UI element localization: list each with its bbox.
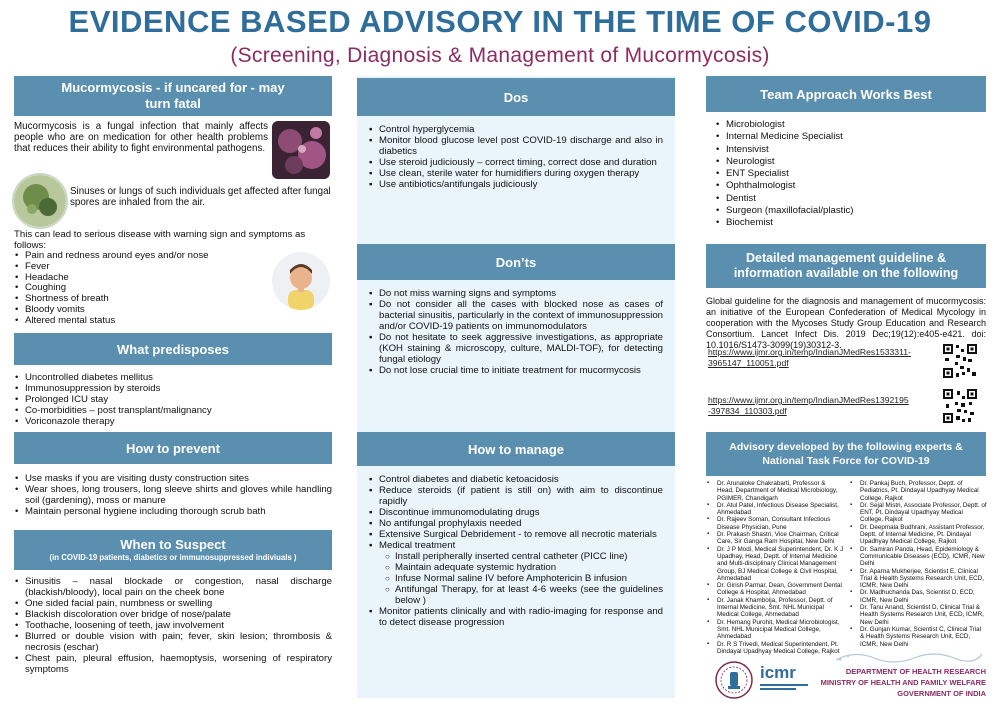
- list-item: ▪ Control hyperglycemia: [368, 124, 663, 135]
- list-item: ▪ Control diabetes and diabetic ketoacidosis: [368, 474, 663, 485]
- prevent-list: [14, 473, 332, 517]
- advisory-experts-right: [849, 480, 987, 648]
- dos-list: [368, 124, 663, 190]
- list-item: • Microbiologist: [715, 119, 975, 131]
- list-item: • Surgeon (maxillofacial/plastic): [715, 205, 975, 217]
- list-item: • Biochemist: [715, 217, 975, 229]
- list-item: • Prolonged ICU stay: [14, 394, 332, 405]
- guideline-heading: Detailed management guideline & information available on the following: [706, 244, 986, 288]
- list-item: ▪ Use steroid judiciously – correct timing, correct dose and duration: [368, 157, 663, 168]
- list-item: • Ophthalmologist: [715, 180, 975, 192]
- symptom-item: • Coughing: [14, 283, 264, 294]
- list-item: ▪ Do not hesitate to seek aggressive investigations, as appropriate (KOH staining & microscopy, culture, MALDI-TOF), for detecting fungal etiology: [368, 332, 663, 365]
- donts-list: [368, 288, 663, 376]
- list-item: • Co-morbidities – post transplant/malignancy: [14, 405, 332, 416]
- expert-item: ▪ Dr. Girish Parmar, Dean, Government Dental College & Hospital, Ahmedabad: [706, 582, 844, 597]
- fungus-micrograph-image: [272, 121, 330, 179]
- expert-item: ▪ Dr. Pankaj Buch, Professor, Deptt. of Pediatrics, Pt. Dindayal Upadhyay Medical College, Rajkot: [849, 480, 987, 502]
- list-item: ▪ Do not miss warning signs and symptoms: [368, 288, 663, 299]
- expert-item: ▪ Dr. Janak Khambolja, Professor, Deptt. of Internal Medicine, Smt. NHL Municipal Medical College, Ahmedabad: [706, 597, 844, 619]
- list-item: • Intensivist: [715, 144, 975, 156]
- list-item: • Wear shoes, long trousers, long sleeve shirts and gloves while handling soil (gardening), moss or manure: [14, 484, 332, 506]
- how-to-prevent-heading: How to prevent: [14, 432, 332, 464]
- page-title: EVIDENCE BASED ADVISORY IN THE TIME OF COVID-19: [68, 4, 932, 39]
- expert-item: ▪ Dr. Arunaloke Chakrabarti, Professor & Head, Department of Medical Microbiology, PGIMER, Chandigarh: [706, 480, 844, 502]
- symptoms-list: [14, 251, 264, 327]
- list-item: • Voriconazole therapy: [14, 416, 332, 427]
- when-to-suspect-subheading: (in COVID-19 patients, diabetics or immunosuppressed indiviuals ): [49, 552, 297, 562]
- manage-sublist: [368, 551, 663, 606]
- list-item: • Dentist: [715, 193, 975, 205]
- expert-item: ▪ Dr. J P Modi, Medical Superintendent, Dr. K J Upadhay, Head, Deptt. of Internal Medicine and Multi-disciplinary Clinical Management Group, BJ Medical College & Civil Hospital, Ahmedabad: [706, 546, 844, 582]
- icmr-logo: icmr: [760, 664, 818, 698]
- list-item: • Neurologist: [715, 156, 975, 168]
- mucormycosis-heading: Mucormycosis - if uncared for - may turn fatal: [14, 76, 332, 116]
- expert-item: ▪ Dr. Tanu Anand, Scientist D, Clinical Trial & Health Systems Research Unit, ECD, ICMR, New Delhi: [849, 604, 987, 626]
- expert-item: ▪ Dr. Gunjan Kumar, Scientist C, Clinical Trial & Health Systems Research Unit, ECD, ICMR, New Delhi: [849, 626, 987, 648]
- expert-item: ▪ Dr. Deepmala Budhrani, Assistant Professor, Deptt. of Internal Medicine, Pt. Dindayal Upadhyay Medical College, Rajkot: [849, 524, 987, 546]
- team-list: [715, 119, 975, 230]
- dos-heading: Dos: [357, 78, 675, 116]
- advisory-heading: Advisory developed by the following experts & National Task Force for COVID-19: [706, 432, 986, 476]
- list-item: • Uncontrolled diabetes mellitus: [14, 372, 332, 383]
- qr-code-icon: [942, 343, 978, 379]
- list-item: • Toothache, loosening of teeth, jaw involvement: [14, 620, 332, 631]
- list-item: • Blackish discoloration over bridge of nose/palate: [14, 609, 332, 620]
- symptom-item: • Fever: [14, 262, 264, 273]
- list-item: ▪ Monitor blood glucose level post COVID-19 discharge and also in diabetics: [368, 135, 663, 157]
- donts-heading: Don’ts: [357, 244, 675, 280]
- page-subtitle: (Screening, Diagnosis & Management of Mucormycosis): [230, 44, 770, 67]
- symptom-item: • Headache: [14, 273, 264, 284]
- sinus-text: Sinuses or lungs of such individuals get affected after fungal spores are inhaled from the air.: [70, 186, 331, 209]
- mucormycosis-intro: Mucormycosis is a fungal infection that mainly affects people who are on medication for other health problems that reduces their ability to fight environmental pathogens.: [14, 121, 268, 155]
- list-subitem: ○ Infuse Normal saline IV before Amphotericin B infusion: [384, 573, 663, 584]
- list-item: • Use masks if you are visiting dusty construction sites: [14, 473, 332, 484]
- list-item: • Immunosuppression by steroids: [14, 383, 332, 394]
- footer-department-text: DEPARTMENT OF HEALTH RESEARCH MINISTRY OF HEALTH AND FAMILY WELFARE GOVERNMENT OF INDIA: [820, 667, 986, 698]
- symptom-item: • Shortness of breath: [14, 294, 264, 305]
- list-item: ▪ Use clean, sterile water for humidifiers during oxygen therapy: [368, 168, 663, 179]
- manage-list: [368, 474, 663, 551]
- expert-item: ▪ Dr. Hemang Purohit, Medical Microbiologist, Smt. NHL Municipal Medical College, Ahmedabad: [706, 619, 844, 641]
- qr-code-icon: [942, 388, 978, 424]
- list-item: • ENT Specialist: [715, 168, 975, 180]
- petri-dish-image: [12, 173, 68, 229]
- expert-item: ▪ Dr. Aparna Mukherjee, Scientist E, Clinical Trial & Health Systems Research Unit, ECD, ICMR, New Delhi: [849, 568, 987, 590]
- expert-item: ▪ Dr. Atul Patel, Infectious Disease Specialist, Ahmedabad: [706, 502, 844, 517]
- symptom-item: • Altered mental status: [14, 316, 264, 327]
- list-item: • Sinusitis – nasal blockade or congestion, nasal discharge (blackish/bloody), local pain on the cheek bone: [14, 576, 332, 598]
- guideline-link-1[interactable]: https://www.ijmr.org.in/temp/IndianJMedRes1533311- 3965147_110051.pdf: [708, 347, 911, 368]
- national-emblem-seal-icon: [714, 660, 754, 700]
- what-predisposes-heading: What predisposes: [14, 333, 332, 365]
- list-item: ▪ Do not consider all the cases with blocked nose as cases of bacterial sinusitis, particularly in the context of immunosuppression and/or COVID-19 patients on immunomodulators: [368, 299, 663, 332]
- manage-section: [368, 474, 663, 628]
- list-subitem: ○ Maintain adequate systemic hydration: [384, 562, 663, 573]
- expert-item: ▪ Dr. R S Trivedi, Medical Superintendent, Pt. Dindayal Upadhyay Medical College, Rajkot: [706, 641, 844, 656]
- list-item: ▪ Use antibiotics/antifungals judiciously: [368, 179, 663, 190]
- team-approach-heading: Team Approach Works Best: [706, 76, 986, 112]
- list-item: • Chest pain, pleural effusion, haemoptysis, worsening of respiratory symptoms: [14, 653, 332, 675]
- when-to-suspect-heading: When to Suspect (in COVID-19 patients, diabetics or immunosuppressed indiviuals ): [14, 530, 332, 570]
- expert-item: ▪ Dr. Samiran Panda, Head, Epidemiology & Communicable Diseases (ECD), ICMR, New Delhi: [849, 546, 987, 568]
- suspect-list: [14, 576, 332, 675]
- list-item: • Blurred or double vision with pain; fever, skin lesion; thrombosis & necrosis (eschar): [14, 631, 332, 653]
- symptom-item: • Pain and redness around eyes and/or nose: [14, 251, 264, 262]
- advisory-experts-left: [706, 480, 844, 655]
- list-item: ▪ Extensive Surgical Debridement - to remove all necrotic materials: [368, 529, 663, 540]
- how-to-manage-heading: How to manage: [357, 432, 675, 466]
- list-item: • One sided facial pain, numbness or swelling: [14, 598, 332, 609]
- list-subitem: ○ Antifungal Therapy, for at least 4-6 weeks (see the guidelines below ): [384, 584, 663, 606]
- patient-illustration: [272, 252, 330, 310]
- list-item: ▪ Monitor patients clinically and with radio-imaging for response and to detect disease progression: [368, 606, 663, 628]
- symptom-item: • Bloody vomits: [14, 305, 264, 316]
- expert-item: ▪ Dr. Rajeev Soman, Consultant Infectious Disease Physician, Pune: [706, 516, 844, 531]
- expert-item: ▪ Dr. Madhuchanda Das, Scientist D, ECD, ICMR, New Delhi: [849, 589, 987, 604]
- list-item: ▪ Reduce steroids (if patient is still on) with aim to discontinue rapidly: [368, 485, 663, 507]
- list-item: • Internal Medicine Specialist: [715, 131, 975, 143]
- predisposes-list: [14, 372, 332, 427]
- decorative-swirl-icon: [834, 650, 984, 664]
- list-item: ▪ Medical treatment: [368, 540, 663, 551]
- list-subitem: ○ Install peripherally inserted central catheter (PICC line): [384, 551, 663, 562]
- guideline-reference: Global guideline for the diagnosis and management of mucormycosis: an initiative of the European Confederation of Medical Mycology in cooperation with the Mycoses Study Group Education and Research Consortium. Lancet Infect Dis. 2019 Dec;19(12):e405-e421. doi: 10.1016/S1473-3099(19)30312-3.: [706, 296, 986, 350]
- expert-item: ▪ Dr. Prakash Shastri, Vice Chairman, Critical Care, Sir Ganga Ram Hospital, New Delhi: [706, 531, 844, 546]
- list-item: • Maintain personal hygiene including thorough scrub bath: [14, 506, 332, 517]
- guideline-link-2[interactable]: https://www.ijmr.org.in/temp/IndianJMedRes1392195 -397834_110303.pdf: [708, 395, 909, 416]
- list-item: ▪ Do not lose crucial time to initiate treatment for mucormycosis: [368, 365, 663, 376]
- symptoms-lead: This can lead to serious disease with warning sign and symptoms as follows:: [14, 229, 306, 251]
- list-item: ▪ Discontinue immunomodulating drugs: [368, 507, 663, 518]
- list-item: ▪ No antifungal prophylaxis needed: [368, 518, 663, 529]
- expert-item: ▪ Dr. Sejal Mistri, Associate Professor, Deptt. of ENT, Pt. Dindayal Upadhyay Medical College, Rajkot: [849, 502, 987, 524]
